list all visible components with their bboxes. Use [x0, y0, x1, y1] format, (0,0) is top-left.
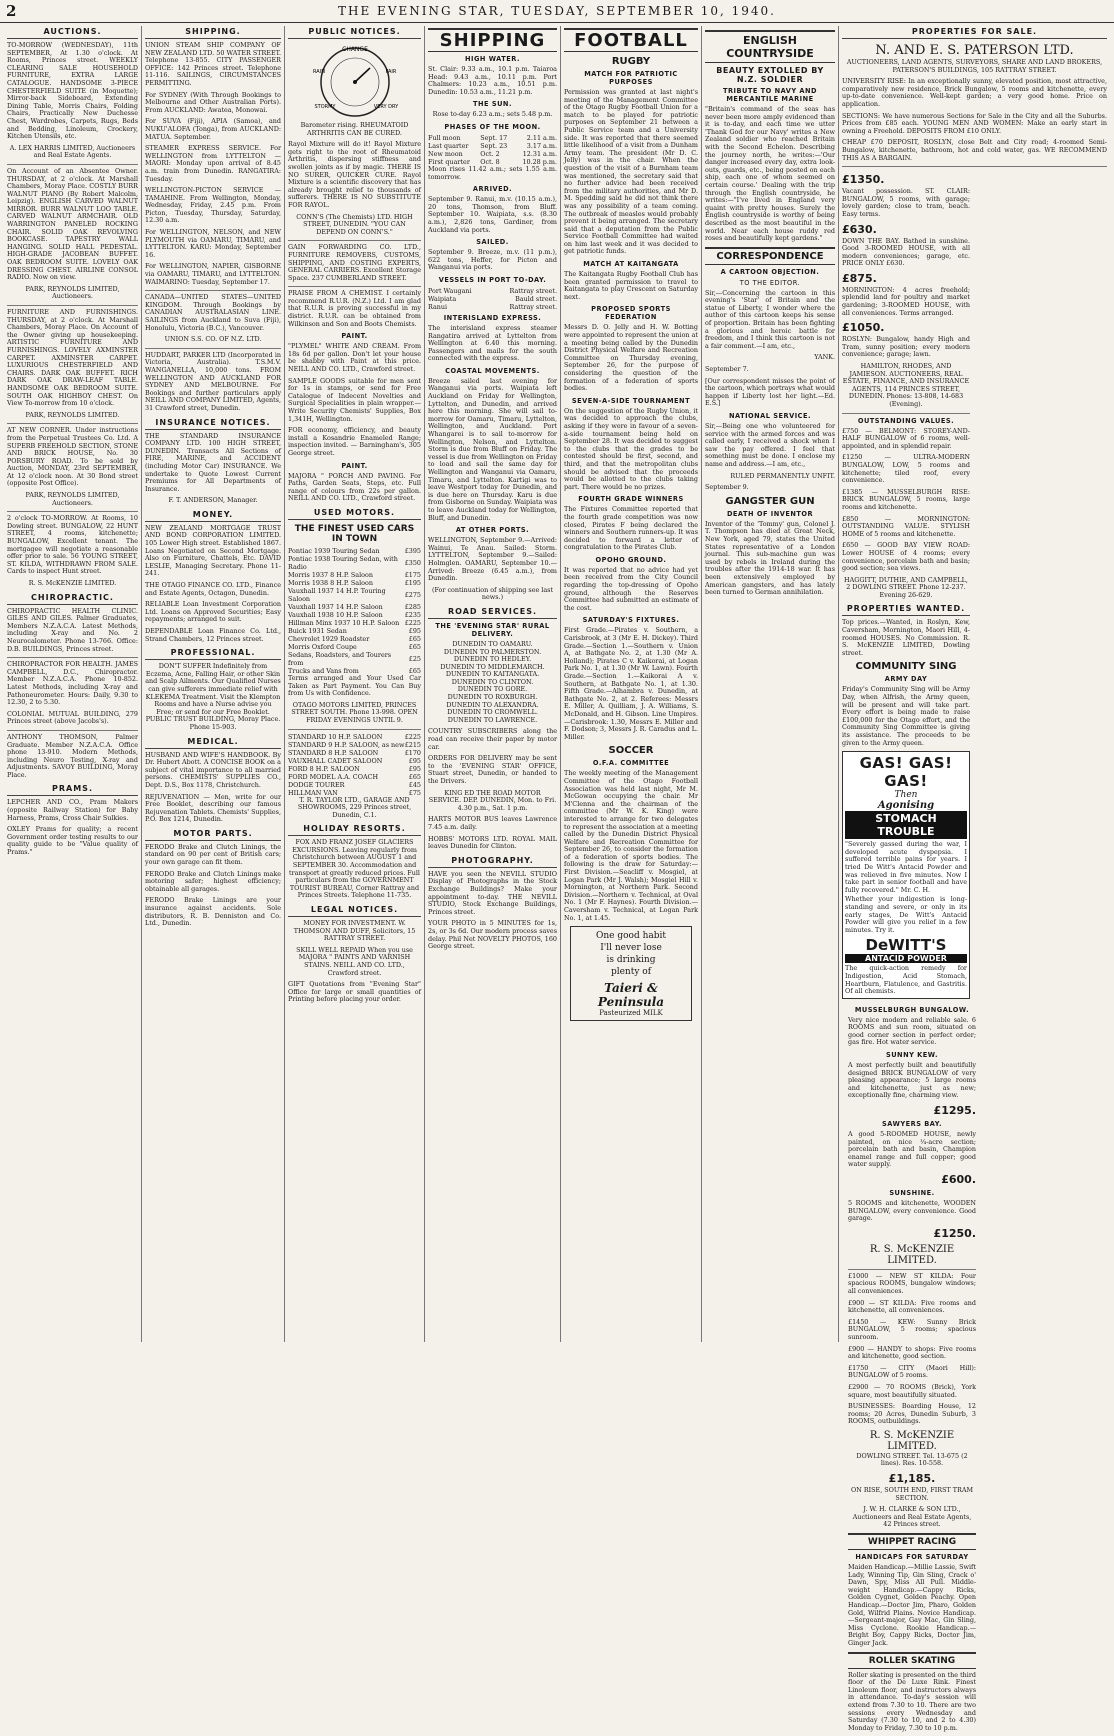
property-subheading: MUSSELBURGH BUNGALOW.: [854, 1005, 970, 1014]
property-subheading: SAWYERS BAY.: [882, 1120, 942, 1129]
section-heading-road-services: ROAD SERVICES.: [428, 606, 557, 619]
property-ad: CHEAP £70 DEPOSIT, ROSLYN, close Belt and City road; 4-roomed Semi-Bungalow, kitchenette, bathroom, hot and cold water, gas. WE RECOMMEND THIS AS A BARGAIN.: [842, 138, 1107, 162]
news-text: Moon rises 11.42 a.m.; sets 1.55 a.m. tomorrow.: [428, 164, 557, 181]
masthead-title: THE EVENING STAR, TUESDAY, SEPTEMBER 10, 1940.: [338, 4, 776, 18]
property-listing: £1250 — ULTRA-MODERN BUNGALOW, LOW, 5 rooms and kitchenette; tiled roof, every convenience.: [842, 453, 970, 485]
section-heading-public-notices: PUBLIC NOTICES.: [288, 26, 421, 39]
news-subheading: COASTAL MOVEMENTS.: [445, 366, 540, 375]
prams-ad: LEPCHER AND CO., Pram Makers (opposite Railway Station) for Baby Harness, Prams, Cross Chair Sulkies.: [7, 798, 138, 822]
road-route: DUNEDIN TO CLINTON.: [451, 677, 534, 686]
dewitts-brand: DeWITT'S: [865, 936, 947, 955]
barometer-label: FAIR: [385, 69, 396, 75]
section-heading-insurance: INSURANCE NOTICES.: [145, 417, 281, 430]
milk-ad-line: is drinking: [606, 955, 656, 966]
notice-ad: GAIN FORWARDING CO. LTD., FURNITURE REMOVERS, CUSTOMS, SHIPPING, AND COSTING EXPERTS, GENERAL CARRIERS. Excellent Storage Space. 237 CUMBERLAND STREET.: [288, 243, 421, 282]
property-ad: ROSLYN: Bungalow, handy High and Tram, sunny position; every modern convenience; garage; lawn.: [842, 335, 970, 359]
notice-ad: SAMPLE GOODS suitable for men sent for 1s in stamps, or send for Free Catalogue of Indecent Novelties and Surgical Specialities in plain wrapper.—Write Security Chemists' Supplies, Box 1,341H, Wellington.: [288, 376, 421, 423]
motor-ad: FERODO Brake Linings are your insurance against accidents. Sole distributors, R. B. Denniston and Co. Ltd., Dunedin.: [145, 896, 281, 928]
shipping-ad: HUDDART, PARKER LTD (Incorporated in Victoria, Australia). T.S.M.V. WANGANELLA, 10,000 tons. FROM WELLINGTON AND AUCKLAND FOR SYDNEY AND MELBOURNE. For Bookings and further particulars apply NEILL AND COMPANY LIMITED, Agents, 31 Crawford street, Dunedin.: [145, 350, 281, 412]
table-row: Full moon Sept. 17 2.11 a.m.: [428, 133, 557, 142]
section-heading-used-motors: USED MOTORS.: [288, 507, 421, 520]
property-price: £630.: [842, 222, 877, 236]
notice-ad: T. R. TAYLOR LTD., GARAGE AND SHOWROOMS, 229 Princes street, Dunedin, C.1.: [297, 795, 412, 819]
barometer-label: CHANGE: [341, 46, 368, 53]
article-text: Roller skating is presented on the third floor of the De Luxe Rink. Finest Linoleum floor, and instructors always in attendance. To-day's session will extend from 7.30 to 10. There are two sessions every Wednesday and Saturday (7.30 to 10, and 2 to 4.30) Monday to Friday, 7.30 to 10 p.m.: [848, 1670, 976, 1732]
photo-ad: HAVE you seen the NEVILL STUDIO Display of Photographs in the Stock Exchange Buildings? Make your appointment to-day. THE NEVILL STUDIO, Stock Exchange Buildings, Princes street.: [428, 869, 557, 916]
notice-ad: "PLYMEL" WHITE AND CREAM. From 18s 6d per gallon. Don't let your house be shabby with Paint at this price. NEILL AND CO. LTD., Crawford street.: [288, 342, 421, 374]
community-subheading: ARMY DAY: [884, 675, 928, 684]
legal-ad: MONEY FOR INVESTMENT. W. THOMSON AND DUFF, Solicitors, 15 RATTRAY STREET.: [293, 919, 416, 943]
property-listing: £1450 — KEW: Sunny Brick BUNGALOW, 5 rooms; spacious sunroom.: [848, 1317, 976, 1341]
shipping-ad: For WELLINGTON, NAPIER, GISBORNE via OAMARU, TIMARU, and LYTTELTON. WAIMARINO: Tuesday, September 17.: [145, 262, 281, 286]
auction-ad: On Account of an Absentee Owner. THURSDAY, at 2 o'clock. At Marshall Chambers, Moray Place. COSTLY BURR WALNUT PIANO (By Robert Malcolm, Leipzig). ENGLISH CARVED WALNUT MIRROR. BURR WALNUT LOO TABLE. CARVED WALNUT ARMCHAIR. OLD WARRINGTON PANELED ROCKING CHAIR. SOLID OAK REVOLVING BOOKCASE. TAPESTRY WALL HANGING. SOLID HALL PEDESTAL. HIGH-GRADE JACOBEAN BUFFET. OAK BEDROOM SUITE. LOVELY OAK DRESSING CHEST. AIRLINE CONSOL RADIO. Now on view.: [7, 166, 138, 282]
auction-ad: 2 o'clock TO-MORROW. At Rooms, 10 Dowling street. BUNGALOW, 22 HUNT STREET, 4 rooms, kitchenette; BUNGALOW, Excellent tenant. The mortgagee will negotiate a reasonable offer prior to sale. 56 YOUNG STREET, ST. KILDA, WITHDRAWN FROM SALE. Cards to inspect Hunt street.: [7, 514, 138, 576]
gas-agonising: Agonising: [877, 800, 935, 812]
chiro-ad: CHIROPRACTOR FOR HEALTH. JAMES CAMPBELL, D.C., Chiropractor. Member N.Z.A.C.A. Phone 10-852. Latest Methods, including X-ray and Pathoneurometer. Hours: Daily, 9.30 to 12.30, 2 to 5.30.: [7, 660, 138, 707]
property-column-right: [848, 1003, 976, 1736]
letter-signature: RULED PERMANENTLY UNFIT.: [730, 471, 835, 480]
news-text: The interisland express steamer Rangatira arrived at Lyttelton from Wellington at 6.40 this morning. Passengers and mails for the south connected with the express.: [428, 323, 557, 363]
property-ad: Very nice modern and reliable sale. 6 ROOMS and sun room, situated on good corner section in perfect order; gas fire. Hot water service.: [848, 1015, 976, 1047]
property-listing: £650 — GOOD BAY VIEW ROAD: Lower HOUSE of 4 rooms; every convenience, porcelain bath and basin; good section; sea views.: [842, 541, 970, 573]
article-text: Friday's Community Sing will be Army Day, when Alfrish, the Army queen, will be present and will take part. Every effort is being made to raise £100,000 for the Otago effort, and the Community Sing Committee is giving its assistance. The proceeds to be given to the Army queen.: [842, 685, 970, 747]
table-row: FORD MODEL A.A. COACH £65: [288, 772, 421, 781]
masthead: [0, 0, 1114, 23]
barometer-label: VERY DRY: [373, 104, 398, 110]
section-heading-photography: PHOTOGRAPHY.: [428, 855, 557, 868]
road-route: DUNEDIN TO OAMARU.: [452, 639, 533, 648]
article-subheading: SATURDAY'S FIXTURES.: [582, 616, 680, 625]
shipping-firm: UNION S.S. CO. OF N.Z. LTD.: [164, 335, 262, 344]
rugby-heading: RUGBY: [611, 56, 651, 67]
moon-phases-table: [428, 134, 557, 166]
table-row: Waipiata Bauld street.: [428, 294, 557, 303]
soccer-subheading: O.F.A. COMMITTEE: [592, 759, 670, 768]
table-row: STANDARD 9 H.P. SALOON, as new £215: [288, 740, 421, 749]
road-route: DUNEDIN TO HEDLEY.: [453, 655, 532, 664]
news-text: COUNTRY SUBSCRIBERS along the road can receive their paper by motor car.: [428, 727, 557, 751]
chiro-ad: COLONIAL MUTUAL BUILDING, 279 Princes street (above Jacobs's).: [7, 709, 138, 726]
shipping-ad: WELLINGTON-PICTON SERVICE — TAMAHINE. From Wellington, Monday, Wednesday, Friday, 2.45 p.m. From Picton, Tuesday, Thursday, Saturday, 12.30 a.m.: [145, 186, 281, 225]
property-ad: Top prices.—Wanted, in Roslyn, Kew, Caversham, Mornington, Maori Hill, 4-roomed HOUSES. No Commission. R. S. McKENZIE LIMITED, Dowling street.: [842, 618, 970, 657]
motor-ad: FERODO Brake and Clutch Linings, the standard on 90 per cent of British cars; your own garage can fit them.: [145, 842, 281, 867]
property-ad: DOWN THE BAY. Bathed in sunshine. Good 3-ROOMED HOUSE, with all modern conveniences; garage, etc. PRICE ONLY £630.: [842, 236, 970, 268]
notice-subheading: PAINT.: [341, 461, 368, 470]
shipping-ad: For SUVA (Fiji), APIA (Samoa), and NUKU'ALOFA (Tonga), from AUCKLAND: MATUA. September.: [145, 117, 281, 141]
property-price: £1250.: [933, 1226, 976, 1240]
auction-firm: PARK, REYNOLDS LIMITED.: [25, 410, 120, 419]
road-route: DUNEDIN TO ALEXANDRA.: [446, 700, 539, 709]
letter-editor-note: [Our correspondent misses the point of the cartoon, which portrays what would happen if Liberty lost her light.—Ed. E.S.]: [705, 376, 835, 408]
table-row: Vauxhall 1937 14 H.P. Saloon £285: [288, 602, 421, 611]
holiday-ad: FOX AND FRANZ JOSEF GLACIERS EXCURSIONS. Leaving regularly from Christchurch between AUGUST 1 and SEPTEMBER 30. Accommodation and transport at greatly reduced prices. Full particulars from the GOVERNMENT TOURIST BUREAU, Corner Rattray and Princes Streets. Telephone 11-735.: [289, 838, 420, 900]
table-row: New moon Oct. 2 12.31 a.m.: [428, 149, 557, 158]
table-row: Vauxhall 1937 14 H.P. Touring Saloon £275: [288, 586, 421, 603]
road-route: DUNEDIN TO MIDDLEMARCH.: [440, 662, 545, 671]
milk-ad-line: One good habit: [595, 931, 666, 942]
news-text: ORDERS FOR DELIVERY may be sent to the 'EVENING STAR' OFFICE, Stuart street, Dunedin, or handed to the Drivers.: [428, 754, 557, 785]
column-shipping-ads: [142, 26, 285, 1342]
article-subheading: FOURTH GRADE WINNERS: [578, 495, 684, 504]
property-listing: £1385 — MUSSELBURGH RISE: BRICK BUNGALOW, 5 rooms, large rooms and kitchenette.: [842, 487, 970, 511]
auction-ad: TO-MORROW (WEDNESDAY), 11th SEPTEMBER, At 1.30 o'clock. At Rooms, Princes street. WEEKLY CLEARING SALE HOUSEHOLD FURNITURE, EXTRA LARGE CATALOGUE. HANDSOME 3-PIECE CHESTERFIELD SUITE (in Moquette); Mirror-back Sideboard, Extending Dining Table, Morris Chairs, Folding Chairs, Practically New Duchesse Chest, Wardrobes, Carpets, Rugs, Beds and Bedding, Linoleum, Crockery, Kitchen Utensils, etc.: [7, 41, 138, 141]
property-subheading: OUTSTANDING VALUES.: [857, 416, 955, 425]
firm-address: DOWLING STREET. Tel. 13-675 (2 lines). Res. 10-558.: [856, 1451, 968, 1468]
countryside-subheading: BEAUTY EXTOLLED BY N.Z. SOLDIER: [716, 66, 824, 84]
news-text: HARTS MOTOR BUS leaves Lawrence 7.45 a.m. daily.: [428, 815, 557, 831]
firm-address: HAGGITT, DUTHIE, AND CAMPBELL, 2 DOWLING STREET. Phone 12-237. Evening 26-629.: [844, 575, 968, 599]
property-ad: 5 ROOMS and kitchenette, WOODEN BUNGALOW, every convenience. Good garage.: [848, 1199, 976, 1223]
news-subheading: SAILED.: [476, 238, 509, 247]
columns: [4, 26, 1110, 1732]
notice-ad: Rayol Mixture will do it! Rayol Mixture gets right to the root of Rheumatoid Arthritis, dispersing stiffness and swollen joints as if by magic. THERE IS NO SURER, QUICKER CURE. Rayol Mixture is a scientific discovery that has already brought relief to thousands of sufferers. THERE IS NO SUBSTITUTE FOR RAYOL.: [288, 140, 421, 209]
firm-name: N. AND E. S. PATERSON LTD.: [875, 43, 1074, 58]
table-row: STANDARD 10 H.P. SALOON £225: [288, 732, 421, 741]
prams-ad: OXLEY Prams for quality; a recent Government order testing results to our quality guide to be "Value quality of Prams.": [7, 825, 138, 857]
section-heading-holiday: HOLIDAY RESORTS.: [288, 823, 421, 836]
news-subheading: INTERISLAND EXPRESS.: [443, 313, 542, 322]
table-row: VAUXHALL CADET SALOON £95: [288, 756, 421, 765]
article-text: The weekly meeting of the Management Committee of the Otago Football Association was held last night, Mr M. McGowan occupying the chair. Mr M'Clenna and the chairman of the committee (Mr W. K. King) were interested to arrange for two delegates to represent the association at a meeting called by the Dunedin District Physical Welfare and Recreation Committee for September 26, to consider the formation of a federation of sports bodies. The following is the draw for Saturday:— First Division.—Seacliff v. Mosgiel, at Logan Park (Mr J. Walsh); Mosgiel Hill v. Mornington, at Northern Park. Second Division.—Northern v. Technical, at Oval No. 1 (Mr F. Haynes). Fourth Division.—Caversham v. Technical, at Logan Park No. 1, at 1.45.: [564, 769, 698, 922]
table-row: STANDARD 8 H.P. SALOON £170: [288, 748, 421, 757]
article-text: The Fixtures Committee reported that the fourth grade competition was now closed, Pirates F being declared the winners and Southern runners-up. It was decided to forward a letter of congratulation to the Pirates Club.: [564, 505, 698, 552]
section-heading-prams: PRAMS.: [7, 783, 138, 796]
news-text: September 9. Ranui, m.v. (10.15 a.m.), 20 tons, Thomson, from Bluff. September 10. Waipiata, s.s. (8.30 a.m.), 2,826 tons, Gardiner, from Auckland via ports.: [428, 195, 557, 234]
soccer-heading: SOCCER: [608, 745, 654, 757]
milk-ad-line: I'll never lose: [600, 943, 662, 954]
property-ad: MORNINGTON: 4 acres freehold; splendid land for poultry and market gardening; 3-ROOMED HOUSE, with all conveniences. Terms arranged.: [842, 285, 970, 317]
auction-firm: R. S. McKENZIE LIMITED.: [28, 579, 117, 587]
news-text: September 9. Breeze, m.v. (11 p.m.), 622 tons, Heffer, for Picton and Wanganui via ports.: [428, 248, 557, 272]
shipping-ad: For WELLINGTON, NELSON, and NEW PLYMOUTH via OAMARU, TIMARU, and LYTTELTON. KARU: Monday, September 16.: [145, 228, 281, 259]
news-text: St. Clair: 9.33 a.m., 10.1 p.m. Taiaroa Head: 9.43 a.m., 10.11 p.m. Port Chalmers: 10.23 a.m., 10.51 p.m. Dunedin: 10.53 a.m., 11.21 p.m.: [428, 65, 557, 96]
section-heading-medical: MEDICAL.: [145, 736, 281, 749]
used-cars-table: [288, 547, 421, 675]
section-heading-chiropractic: CHIROPRACTIC.: [7, 592, 138, 605]
news-text: KING ED THE ROAD MOTOR SERVICE. DEP. DUNEDIN, Mon. to Fri. 4.30 p.m., Sat. 1 p.m.: [428, 788, 557, 812]
firm-subtitle: AUCTIONEERS, LAND AGENTS, SURVEYORS, SHARE AND LAND BROKERS, PATERSON'S BUILDINGS, 105 RATTRAY STREET.: [846, 58, 1103, 74]
news-text: WELLINGTON, September 9.—Arrived: Wainui, Te Anau. Sailed: Storm. LYTTELTON, September 9.—Sailed: Holmglen. OAMARU, September 10.—Arrived: Breeze (6.45 a.m.), from Dunedin.: [428, 536, 557, 583]
section-heading-professional: PROFESSIONAL.: [145, 647, 281, 660]
article-subheading: OPOHO GROUND.: [595, 555, 667, 564]
money-ad: NEW ZEALAND MORTGAGE TRUST AND BOND CORPORATION LIMITED. 105 Lower High street. Established 1867. Loans Negotiated on Second Mortgage. Also on Furniture, Chattels, Etc. DAVID LESLIE, Managing Secretary. Phone 11-241.: [145, 523, 281, 578]
road-route: DUNEDIN TO LAWRENCE.: [447, 715, 538, 724]
whippet-subheading: HANDICAPS FOR SATURDAY: [855, 1553, 969, 1562]
table-row: Morris Oxford Coupe £65: [288, 642, 421, 651]
table-row: Buick 1931 Sedan £95: [288, 626, 421, 635]
news-text: HOBBS' MOTORS LTD. ROYAL MAIL leaves Dunedin for Clinton.: [428, 834, 557, 851]
section-heading-shipping: SHIPPING.: [145, 26, 281, 39]
table-row: Port Waugani Rattray street.: [428, 286, 557, 295]
insurance-ad: THE STANDARD INSURANCE COMPANY LTD. 100 HIGH STREET, DUNEDIN. Transacts All Sections of FIRE, MARINE, and ACCIDENT (including Motor Car) INSURANCE. We undertake to Quote Lowest Current Premiums for All Departments of Insurance.: [145, 431, 281, 493]
notice-ad: OTAGO MOTORS LIMITED, PRINCES STREET SOUTH. Phone 13-998. OPEN FRIDAY EVENINGS UNTIL 9.: [291, 700, 418, 724]
letter-signature: YANK.: [814, 353, 835, 362]
property-listing: £2900 — 70 ROOMS (Brick), York square, most beautifully situated.: [848, 1382, 976, 1399]
shipping-masthead: SHIPPING: [428, 28, 557, 52]
news-text: (For continuation of shipping see last news.): [431, 585, 554, 602]
auction-ad: FURNITURE AND FURNISHINGS. THURSDAY, at 2 o'clock. At Marshall Chambers, Moray Place. On Account of the Owner giving up housekeeping. ARTISTIC FURNITURE AND FURNISHINGS. LOVELY AXMINSTER CARPET. AXMINSTER CARPET. LUXURIOUS CHESTERFIELD AND CHAIRS. DARK OAK BUFFET. RICH DARK OAK DRAW-LEAF TABLE. HANDSOME OAK BEDROOM SUITE. SOUTH OAK HIGHBOY CHEST. On View To-morrow from 10 o'clock.: [7, 308, 138, 408]
dewitts-advertisement: [842, 751, 970, 999]
roller-headline: ROLLER SKATING: [848, 1652, 976, 1669]
gas-headline: GAS! GAS! GAS!: [859, 754, 953, 791]
gas-trouble: STOMACH TROUBLE: [845, 811, 967, 839]
auction-firm: A. LEX HARRIS LIMITED, Auctioneers and Real Estate Agents.: [9, 143, 136, 160]
table-row: Morris 1938 8 H.P. Saloon £195: [288, 578, 421, 587]
letter-date: September 9.: [705, 483, 749, 492]
article-subheading: PROPOSED SPORTS FEDERATION: [591, 305, 671, 322]
property-ad: SECTIONS: We have numerous Sections for Sale in the City and all the Suburbs. Prices from £85 each. YOUNG MEN AND WOMEN: Make an early start in owning a Freehold. DEPOSITS FROM £10 ONLY.: [842, 111, 1107, 135]
firm-name: R. S. McKENZIE LIMITED.: [869, 1429, 955, 1452]
article-text: "Britain's command of the seas has never been more amply evidenced than it is to-day, and each time we utter 'Thank God for our Navy' writes a New Zealand soldier who reached Britain with the Second Echelon. Describing the journey north, he writes:—'Our danger increased every day, extra look-outs, guards, etc., being posted on each ship, each one of whom seemed on certain course.' Dealing with the trip through the English countryside, he writes:—"I've lived in England very quaint with pretty houses. Surely the English countryside is worthy of being described as the most beautiful in the world. Near each house ruddy red roses and beautifully kept gardens.": [705, 105, 835, 243]
medical-ad: HUSBAND AND WIFE'S HANDBOOK. By Dr. Hubert Abott. A CONCISE BOOK on a subject of vital importance to all married persons. CHEMISTS' SUPPLIES CO., Dept. D.S., Box 1178, Christchurch.: [145, 750, 281, 789]
gas-quote: "Severely gassed during the war, I developed acute dyspepsia. I suffered terrible pains for years. I tried De Witt's Antacid Powder and was relieved in five minutes. Now I take part in senior football and have fully recovered." Mr. C. H.: [845, 840, 967, 894]
milk-ad-line: plenty of: [610, 967, 652, 978]
football-masthead: FOOTBALL: [564, 28, 698, 52]
article-text: Inventor of the 'Tommy' gun, Colonel J. T. Thompson has died at Great Neck, New York, aged 79, states the United States representative of a London journal. This sub-machine gun was used by rebels in Ireland during the troubles after the 1914-18 war. It has been extensively employed by American gangsters, and has lately been turned to German annihilation.: [705, 519, 835, 597]
gangster-subheading: DEATH OF INVENTOR: [726, 509, 814, 518]
property-ad: A good 5-ROOMED HOUSE, newly painted, on nice ¼-acre section; porcelain bath and basin, Champion enamel range and full copper; good water supply.: [848, 1130, 976, 1169]
news-subheading: ARRIVED.: [472, 185, 513, 194]
table-row: Sedans, Roadsters, and Tourers from £25: [288, 650, 421, 667]
property-listing: £1000 — NEW ST KILDA: Four spacious ROOMS, bungalow windows; all conveniences.: [848, 1271, 976, 1295]
article-text: First Grade.—Pirates v. Southern, a Carisbrook, at 3 (Mr E. H. Dickey). Third Grade.—Section 1.—Southern v. Union A, at Bathgate No. 2, at 1.30 (Mr A. Holland); Pirates C v. Kaikorai, at Logan Park No. 1, at 1.30 (Mr W. Lawn). Fourth Grade.—Section 1.—Kaikorai A v. Southern, at Bathgate No. 1, at 1.30. Fifth Grade.—Alhambra v. Dunedin, at Bathgate No. 2, at 2. Referees: Messrs E. Miller, A. Quilliam, J. A. Williams, S. McDonald, and H. Gibson. Line Umpires.—Carisbrook: 1.30, Messrs E. Miller and F. Dodson; 3, Messrs J. R. Caradus and L. Miller.: [564, 626, 698, 741]
chiro-ad: ANTHONY THOMSON, Palmer Graduate. Member N.Z.A.C.A. Office phone 13-910. Modern Methods, including Neuro Testing, X-ray and Adjustments. SAVOY BUILDING, Moray Place.: [7, 732, 138, 779]
photo-ad: YOUR PHOTO in 5 MINUTES for 1s, 2s, or 3s 6d. Our modern process saves delay. Phil Net NOVELTY PHOTOS, 160 George street.: [428, 919, 557, 951]
property-price: £600.: [941, 1173, 976, 1186]
table-row: Chevrolet 1929 Roadster £65: [288, 634, 421, 643]
firm-name: R. S. McKENZIE LIMITED.: [869, 1243, 955, 1266]
road-route: DUNEDIN TO ROXBURGH.: [447, 693, 538, 702]
medical-ad: REJUVENATION — Men, write for our Free Booklet, describing our famous Rejuvenation Tablets. Chemists' Supplies, P.O. Box 1214, Dunedin.: [145, 792, 281, 824]
insurance-firm: F. T. ANDERSON, Manager.: [168, 496, 258, 505]
road-route: DUNEDIN TO KAITANGATA.: [445, 670, 540, 679]
countryside-headline: ENGLISH COUNTRYSIDE: [705, 30, 835, 63]
milk-brand: Taieri & Peninsula: [597, 981, 665, 1010]
news-subheading: THE SUN.: [473, 100, 512, 109]
section-heading-legal: LEGAL NOTICES.: [288, 904, 421, 917]
property-price: £875.: [842, 271, 877, 285]
letter-date: September 7.: [705, 365, 749, 374]
community-headline: COMMUNITY SING: [855, 661, 957, 673]
property-price: £1,185.: [888, 1472, 936, 1486]
gas-then: Then: [894, 790, 918, 801]
property-subheading: SUNNY KEW.: [885, 1051, 939, 1060]
property-listing: £850 — MORNINGTON: OUTSTANDING VALUE. STYLISH HOME of 5 rooms and kitchenette.: [842, 514, 970, 538]
table-row: Morris 1937 8 H.P. Saloon £175: [288, 570, 421, 579]
table-row: FORD 8 H.P. SALOON £95: [288, 764, 421, 773]
article-text: Permission was granted at last night's meeting of the Management Committee of the Otago Rugby Football Union for a match to be played for patriotic purposes on September 21 between a Public Service team and a University side. It was reported that there seemed little likelihood of a visit from a Dunham Army team. The president (Mr D. C. Jelly) was in the chair. When the question of the visit of a Burnham team was mentioned, the secretary said that no further advice had been received from the military authorities, and Mr D. M. Spedding said he did not think there was any possibility of a team coming. The outbreak of measles would probably prevent it being arranged. The secretary said that a deputation from the Public Service Football Committee had waited on him last week and it was decided to get patriotic funds.: [564, 88, 698, 256]
news-text: Rose to-day 6.23 a.m.; sets 5.48 p.m.: [432, 110, 553, 119]
auction-firm: PARK, REYNOLDS LIMITED, Auctioneers.: [25, 491, 120, 507]
auction-ad: AT NEW CORNER. Under instructions from the Perpetual Trustees Co. Ltd. A SUPERB FREEHOLD SECTION, STONE AND BRICK HOUSE, No. 30 PORSBURY ROAD. To be sold by Auction, MONDAY, 23rd SEPTEMBER, At 12 o'clock noon. At 30 Bond street (opposite Post Office).: [7, 426, 138, 488]
property-price: £1050.: [842, 321, 885, 335]
money-ad: DEPENDABLE Loan Finance Co. Ltd., Strand Chambers, 12 Princes street.: [145, 627, 281, 643]
table-row: First quarter Oct. 8 10.28 p.m.: [428, 157, 557, 166]
column-countryside: [702, 26, 839, 1342]
milk-brand-sub: Pasteurized MILK: [599, 1009, 663, 1018]
notice-ad: CONN'S (The Chemists) LTD. HIGH STREET, DUNEDIN. "YOU CAN DEPEND ON CONN'S.": [296, 212, 413, 236]
barometer-label: RAIN: [312, 69, 325, 75]
notice-ad: MAJORA " PORCH AND PAVING. For Paths, Garden Seats, Steps, etc. Full range of colours from 22s per gallon. NEILL AND CO. LTD., Crawford street.: [288, 471, 421, 503]
notice-ad: FOR economy, efficiency, and beauty install a Kosandrie Enameled Range; inspection invited. — Barningham's, 305 George street.: [288, 426, 421, 457]
gangster-headline: GANGSTER GUN: [725, 495, 815, 507]
milk-advertisement: [570, 926, 692, 1021]
shipping-ad: For SYDNEY (With Through Bookings to Melbourne and Other Australian Ports). From AUCKLAND: Awatea, Monowai.: [145, 90, 281, 114]
barometer-dial-illustration: [290, 42, 420, 120]
whippet-headline: WHIPPET RACING: [848, 1533, 976, 1550]
news-subheading: HIGH WATER.: [465, 55, 520, 63]
property-listing: £900 — ST KILDA: Five rooms and kitchenette, all conveniences.: [848, 1298, 976, 1315]
dewitts-product: ANTACID POWDER: [845, 954, 967, 963]
section-heading-money: MONEY.: [145, 509, 281, 522]
notice-ad: PRAISE FROM A CHEMIST. I certainly recommend R.U.R. (N.Z.) Ltd. I am glad that R.U.R. is proving successful in my district. R.U.R. can be obtained from Wilkinson and Son and Boots Chemists.: [288, 289, 421, 328]
table-row: Hillman Minx 1937 10 H.P. Saloon £225: [288, 618, 421, 627]
property-ad: ON RISE, SOUTH END, FIRST TRAM SECTION.: [850, 1486, 974, 1502]
correspondence-subheading: A CARTOON OBJECTION.: [720, 267, 820, 276]
article-subheading: SEVEN-A-SIDE TOURNAMENT: [571, 396, 691, 405]
column-auctions: [4, 26, 142, 1342]
professional-ad: DON'T SUFFER Indefinitely from Eczema, Acne, Falling Hair, or other Skin and Scalp Ailments. Our Qualified Nurses can give sufferers immediate relief with KLEKEMA Treatment. Visit the Klempton Rooms and have a Nurse advise you Free; or send for our Free Booklet. PUBLIC TRUST BUILDING, Moray Place. Phone 15-903.: [145, 662, 281, 731]
article-text: Maiden Handicap.—Millie Lassie, Swift Lady, Winning Tip, Gin Sling, Crack o' Dawn, Spy, Miss All Pull. Middle-weight Handicap.—Cappy Ricks, Golden Cygnet, Golden Peachy. Open Handicap.—Doctor Jim, Pharo, Golden Gold, Wilfrid Plains. Novice Handicap.—Sergeant-major, Gay Mac, Gin Sling, Miss Cyclone. Rookie Handicap.—Bright Boy, Cappy Ricks, Doctor Jim, Ginger Jack.: [848, 1563, 976, 1647]
chiro-ad: CHIROPRACTIC HEALTH CLINIC. GILES AND GILES. Palmer Graduates, Members N.Z.A.C.A. Latest Methods, including X-ray and No. 2 Neurocalometer. Phone 13-766. Office: D.B. BUILDINGS, Princes street.: [7, 606, 138, 653]
property-ad: A most perfectly built and beautifully designed BRICK BUNGALOW of very pleasing appearance; 5 large rooms and kitchenette, just as new; exceptionally fine, charming view.: [848, 1061, 976, 1100]
road-route: DUNEDIN TO CROMWELL.: [447, 708, 538, 717]
correspondence-headline: CORRESPONDENCE: [705, 247, 835, 265]
shipping-ad: CANADA—UNITED STATES—UNITED KINGDOM. Through Bookings by CANADIAN AUSTRALASIAN LINE. SAILINGS from Auckland to Suva (Fiji), Honolulu, Victoria (B.C.), Vancouver.: [145, 293, 281, 332]
news-subheading: VESSELS IN PORT TO-DAY.: [438, 275, 547, 284]
road-route: DUNEDIN TO GORE.: [457, 685, 528, 694]
firm-address: J. W. H. CLARKE & SON LTD., Auctioneers and Real Estate Agents, 42 Princes street.: [852, 1505, 972, 1529]
page-number: 2: [6, 2, 17, 20]
property-ad: Vacant possession. ST. CLAIR: BUNGALOW, 5 rooms, with garage; lovely garden; close to tram, beach. Easy terms.: [842, 187, 970, 218]
table-row: Vauxhall 1938 10 H.P. Saloon £235: [288, 610, 421, 619]
news-subheading: PHASES OF THE MOON.: [444, 122, 541, 131]
shipping-ad: UNION STEAM SHIP COMPANY OF NEW ZEALAND LTD. 50 WATER STREET. Telephone 13-855. CITY PASSENGER OFFICE: 142 Princes street. Telephone 11-116. SAILINGS, CIRCUMSTANCES PERMITTING.: [145, 41, 281, 87]
property-price: £1295.: [933, 1104, 976, 1118]
article-text: On the suggestion of the Rugby Union, it was decided to approach the clubs, asking if they were in favour of a seven-a-side tournament being held on September 28. It was decided to suggest to the clubs that the grades to be contested should be first, second, and third, and that the metropolitan clubs should be advised that the proceeds would be allotted to the clubs taking part. There would be no prizes.: [564, 406, 698, 491]
barometer-label: STORMY: [313, 104, 336, 110]
to-editor: TO THE EDITOR.: [739, 278, 801, 287]
notice-caption: Barometer rising. RHEUMATOID ARTHRITIS CAN BE CURED.: [300, 121, 409, 137]
news-text: Breeze sailed last evening for Wanganui via ports. Waipiata left Auckland on Friday for Wellington, Lyttelton, and Dunedin, and arrived here this morning. She will sail to-morrow for Oamaru, Timaru, Lyttelton, Wellington, and Auckland. Port Whangarei is to sail to-morrow for Wellington, Nelson, and Lyttelton. Storm is due from Bluff on Friday. The vessel is due from Wellington on Friday to load and sail the same day for Wellington and Wanganui via Oamaru, Timaru, and Lyttelton. Kartigi was to leave Westport today for Dunedin, and is due here on Thursday. Karu is due from Gisborne on Sunday. Waipiata was to leave Auckland today for Wellington, Bluff, and Dunedin.: [428, 376, 557, 522]
column-properties: [839, 26, 1110, 1732]
auction-firm: PARK, REYNOLDS LIMITED, Auctioneers.: [25, 284, 120, 301]
table-row: Pontiac 1938 Touring Sedan, with Radio £350: [288, 554, 421, 571]
news-subheading: AT OTHER PORTS.: [455, 526, 530, 535]
letter-text: Sir,—Being one who volunteered for service with the armed forces and was called early, I received a shock when I saw the pay offered. I feel that something must be done. I enclose my name and address.—I am, etc.,: [705, 422, 835, 468]
section-heading-properties: PROPERTIES FOR SALE.: [842, 26, 1107, 39]
table-row: Pontiac 1939 Touring Sedan £395: [288, 546, 421, 555]
table-row: Trucks and Vans from £65: [288, 666, 421, 675]
article-text: It was reported that no advice had yet been received from the City Council regarding the top-dressing of Opoho ground, although the Reserves Committee had submitted an estimate of the cost.: [564, 565, 698, 612]
section-heading-properties-wanted: PROPERTIES WANTED.: [842, 603, 970, 616]
property-subheading: SUNSHINE.: [889, 1189, 935, 1197]
property-column-left: [842, 170, 970, 1003]
column-public-notices: [285, 26, 425, 1342]
motor-ad: FERODO Brake and Clutch Linings make motoring safer; highest efficiency; obtainable all garages.: [145, 869, 281, 893]
article-subheading: MATCH AT KAITANGATA: [583, 260, 679, 269]
used-cars-title: THE FINEST USED CARS IN TOWN: [294, 523, 415, 544]
column-shipping-news: [425, 26, 561, 1342]
article-text: The Kaitangata Rugby Football Club has been granted permission to travel to Kaitangata to play Crescent on Saturday next.: [564, 270, 698, 301]
section-heading-auctions: AUCTIONS.: [7, 26, 138, 39]
shipping-ad: STEAMER EXPRESS SERVICE. For WELLINGTON from LYTTELTON — MAORI: Monday upon arrival of 8.45 a.m. train from Dunedin. RANGATIRA: Tuesday.: [145, 144, 281, 183]
letter-text: Sir,—Concerning the cartoon in this evening's 'Star' of Britain and the statue of Liberty, I wonder where the author of this cartoon keeps his sense of proportion. Britain has been fighting a glorious and heroic battle for freedom, and I think this cartoon is not a fair comment.—I am, etc.,: [705, 288, 835, 350]
table-row: Last quarter Sept. 23 3.17 a.m.: [428, 141, 557, 150]
road-route: DUNEDIN TO PALMERSTON.: [443, 647, 542, 656]
property-listing: £750 — BELMONT: STOREY-AND-HALF BUNGALOW of 6 rooms, well-appointed, and in splendid repair.: [842, 426, 970, 450]
property-ad: UNIVERSITY RISE: In an exceptionally sunny, elevated position, most attractive, comparatively new residence, Brick Bungalow, 5 rooms and kitchenette, every up-to-date convenience. Well-kept garden; a very good home. Price on application.: [842, 77, 1107, 108]
money-ad: RELIABLE Loan Investment Corporation Ltd. Loans on Approved Securities; Easy repayments; arranged to suit.: [145, 600, 281, 624]
article-text: Messrs D. O. Jelly and H. W. Botting were appointed to represent the union at a meeting being called by the Dunedin District Physical Welfare and Recreation Committee on Thursday evening, September 26, for the purpose of considering the question of the formation of a federation of sports bodies.: [564, 323, 698, 393]
news-subheading: THE 'EVENING STAR' RURAL DELIVERY.: [435, 621, 550, 638]
gas-body: Whether your indigestion is long-standing and severe, or only in its early stages, De Witt's Antacid Powder will give you relief in a few minutes. Try it.: [845, 895, 967, 934]
dewitts-tail: The quick-action remedy for Indigestion, Acid Stomach, Heartburn, Flatulence, and Gastritis. Of all chemists.: [845, 964, 967, 996]
table-row: Ranui Rattray street.: [428, 302, 557, 311]
property-ad: BUSINESSES: Boarding House, 12 rooms; 20 Acres, Dunedin Suburb, 3 ROOMS, outbuildings.: [848, 1402, 976, 1426]
property-listing: £1750 — CITY (Maori Hill): BUNGALOW of 5 rooms.: [848, 1363, 976, 1380]
notice-ad: SKILL WELL REPAID When you use MAJORA " PAINTS AND VARNISH STAINS. NEILL AND CO. LTD., Crawford street.: [296, 945, 413, 977]
used-cars-table-2: [288, 733, 421, 797]
firm-address: HAMILTON, RHODES, AND JAMIESON. AUCTIONEERS, REAL ESTATE, FINANCE, AND INSURANCE AGENTS, 114 PRINCES STREET, DUNEDIN. Phones: 13-808, 14-683 (Evening).: [842, 362, 970, 408]
section-heading-motor-parts: MOTOR PARTS.: [145, 828, 281, 841]
notice-ad: Terms arranged and Your Used Car Taken as Part Payment. You Can Buy from Us with Confidence.: [288, 673, 421, 698]
letter-subheading: NATIONAL SERVICE.: [728, 412, 812, 420]
countryside-tribute: TRIBUTE TO NAVY AND MERCANTILE MARINE: [722, 87, 818, 103]
table-row: HILLMAN VAN £75: [288, 788, 421, 797]
property-price: £1350.: [842, 173, 885, 187]
rugby-subheading: MATCH FOR PATRIOTIC PURPOSES: [584, 70, 678, 86]
column-football: [561, 26, 702, 1342]
notice-subheading: PAINT.: [341, 332, 368, 341]
vessels-table: [428, 287, 557, 311]
table-row: DODGE TOURER £45: [288, 780, 421, 789]
money-ad: THE OTAGO FINANCE CO. LTD., Finance and Estate Agents, Octagon, Dunedin.: [145, 581, 281, 597]
notice-ad: GIFT Quotations from "Evening Star" Office for large or small quantities of Printing before placing your order.: [288, 980, 421, 1004]
property-listing: £900 — HANDY to shops: Five rooms and kitchenette, good section.: [848, 1344, 976, 1361]
